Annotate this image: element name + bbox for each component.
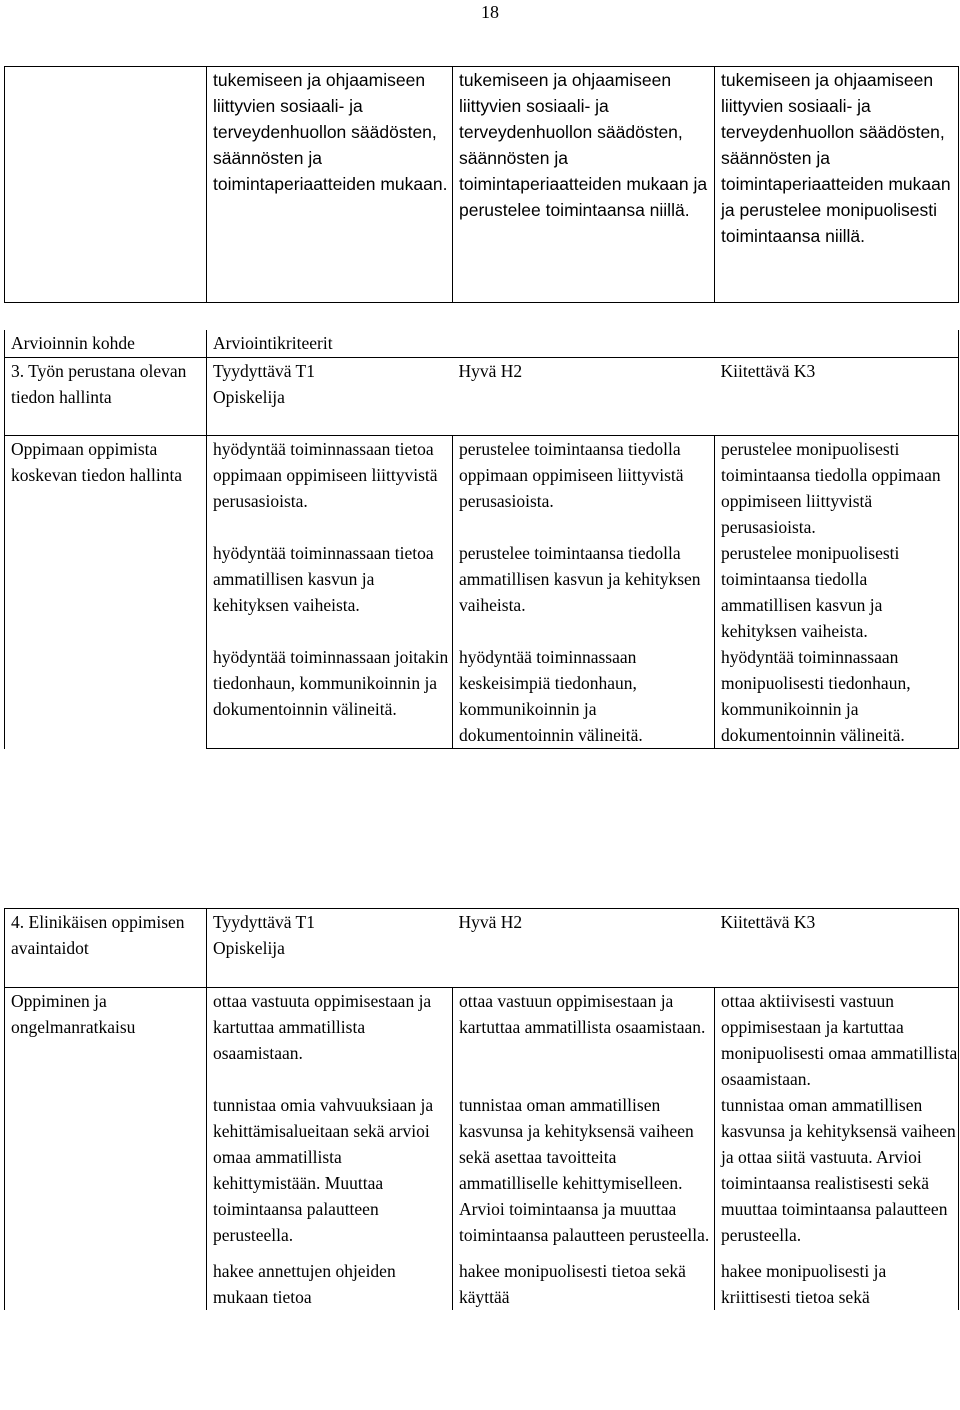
page-number: 18: [481, 2, 499, 22]
section4-student-label: Opiskelija: [207, 935, 959, 987]
section3-row3-t1: hyödyntää toiminnassaan joitakin tiedonhaun, kommunikoinnin ja dokumentoinnin välineitä.: [207, 644, 453, 749]
section3-student-label: Opiskelija: [207, 384, 959, 436]
section4-row1-k3: ottaa aktiivisesti vastuun oppimisestaan ja kartuttaa monipuolisesti omaa ammatillista osaamistaan.: [715, 987, 959, 1092]
section3-row3-h2: hyödyntää toiminnassaan keskeisimpiä tiedonhaun, kommunikoinnin ja dokumentoinnin välineitä.: [453, 644, 715, 749]
section3-grade-k3: Kiitettävä K3: [715, 357, 959, 384]
section4-title: 4. Elinikäisen oppimisen avaintaidot: [5, 909, 207, 988]
section3-row1-t1: hyödyntää toiminnassaan tietoa oppimaan oppimiseen liittyvistä perusasioista.: [207, 436, 453, 541]
section4-row2-k3: tunnistaa oman ammatillisen kasvunsa ja kehityksensä vaiheen ja ottaa siitä vastuuta. Arvioi toimintaansa realistisesti sekä muuttaa toimintaansa palautteen perusteella.: [715, 1092, 959, 1258]
section3-row2-k3: perustelee monipuolisesti toimintaansa tiedolla ammatillisen kasvun ja kehityksen vaiheista.: [715, 540, 959, 644]
section4-row2-h2: tunnistaa oman ammatillisen kasvunsa ja kehityksensä vaiheen sekä asettaa tavoitteita ammatilliselle kehittymiselleen. Arvioi toimintaansa ja muuttaa toimintaansa palautteen perusteella.: [453, 1092, 715, 1258]
section4-grade-h2: Hyvä H2: [453, 909, 715, 936]
section3-subtitle: Oppimaan oppimista koskevan tiedon hallinta: [5, 436, 207, 749]
section4-subtitle: Oppiminen ja ongelmanratkaisu: [5, 987, 207, 1310]
top-empty-cell: [5, 67, 207, 303]
top-h2-cell: tukemiseen ja ohjaamiseen liittyvien sosiaali- ja terveydenhuollon säädösten, säännösten ja toimintaperiaatteiden mukaan ja perustelee toimintaansa niillä.: [453, 67, 715, 303]
section3-grade-h2: Hyvä H2: [453, 357, 715, 384]
top-t1-cell: tukemiseen ja ohjaamiseen liittyvien sosiaali- ja terveydenhuollon säädösten, säännösten ja toimintaperiaatteiden mukaan.: [207, 67, 453, 303]
section4-row3-h2: hakee monipuolisesti tietoa sekä käyttää: [453, 1258, 715, 1310]
section4-row3-t1: hakee annettujen ohjeiden mukaan tietoa: [207, 1258, 453, 1310]
section3-row3-k3: hyödyntää toiminnassaan monipuolisesti tiedonhaun, kommunikoinnin ja dokumentoinnin välineitä.: [715, 644, 959, 749]
top-k3-cell: tukemiseen ja ohjaamiseen liittyvien sosiaali- ja terveydenhuollon säädösten, säännösten ja toimintaperiaatteiden mukaan ja perustelee monipuolisesti toimintaansa niillä.: [715, 67, 959, 303]
section3-header-right: Arviointikriteerit: [207, 330, 959, 357]
section4-row1-t1: ottaa vastuuta oppimisestaan ja kartuttaa ammatillista osaamistaan.: [207, 987, 453, 1092]
section4-grade-t1: Tyydyttävä T1: [207, 909, 453, 936]
section3-row2-h2: perustelee toimintaansa tiedolla ammatillisen kasvun ja kehityksen vaiheista.: [453, 540, 715, 644]
section3-header-left: Arvioinnin kohde: [5, 330, 207, 357]
section3-row1-h2: perustelee toimintaansa tiedolla oppimaan oppimiseen liittyvistä perusasioista.: [453, 436, 715, 541]
top-continuation-table: [4, 66, 959, 303]
section4-row2-t1: tunnistaa omia vahvuuksiaan ja kehittämisalueitaan sekä arvioi omaa ammatillista kehittymistään. Muuttaa toimintaansa palautteen perusteella.: [207, 1092, 453, 1258]
section3-grade-t1: Tyydyttävä T1: [207, 357, 453, 384]
section4-row3-k3: hakee monipuolisesti ja kriittisesti tietoa sekä: [715, 1258, 959, 1310]
section4-table: [4, 908, 959, 1310]
section4-grade-k3: Kiitettävä K3: [715, 909, 959, 936]
section3-title: 3. Työn perustana olevan tiedon hallinta: [5, 357, 207, 436]
section3-row2-t1: hyödyntää toiminnassaan tietoa ammatillisen kasvun ja kehityksen vaiheista.: [207, 540, 453, 644]
section3-table: [4, 330, 959, 749]
section4-row1-h2: ottaa vastuun oppimisestaan ja kartuttaa ammatillista osaamistaan.: [453, 987, 715, 1092]
section3-row1-k3: perustelee monipuolisesti toimintaansa tiedolla oppimaan oppimiseen liittyvistä perusasioista.: [715, 436, 959, 541]
